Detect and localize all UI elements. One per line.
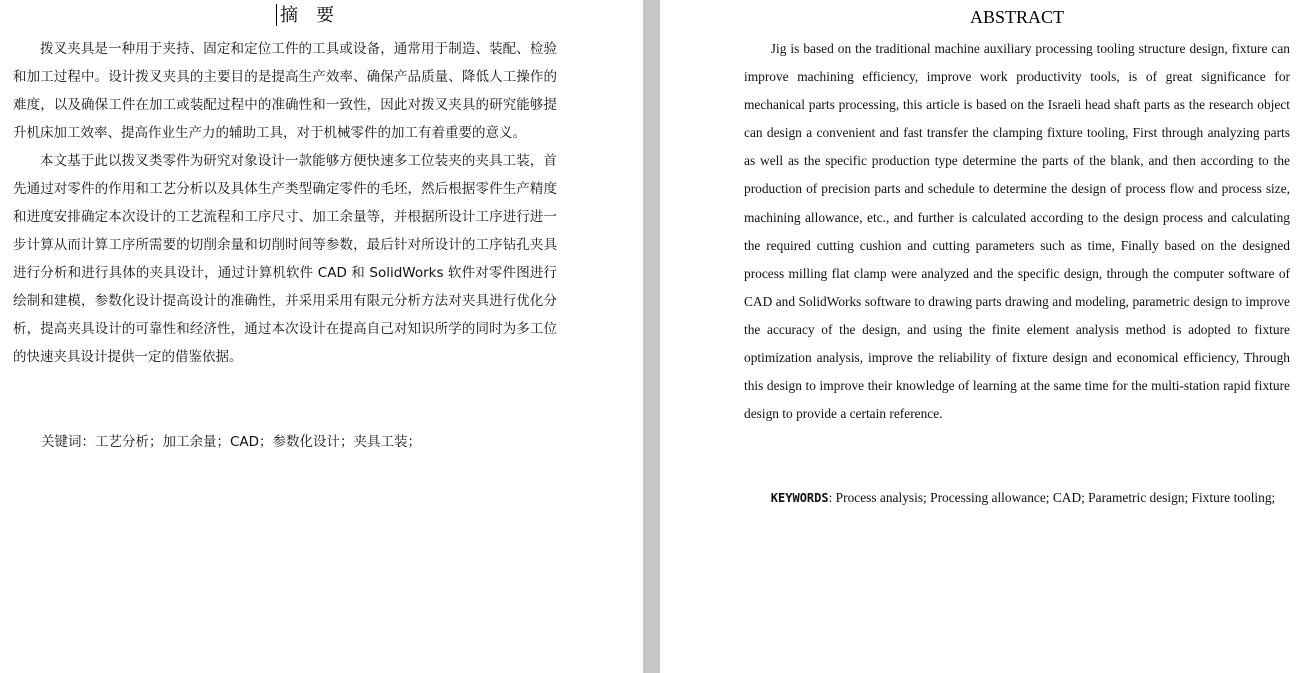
chinese-keywords-text: 工艺分析；加工余量；CAD；参数化设计；夹具工装； <box>95 434 422 450</box>
chinese-abstract-body <box>13 35 557 371</box>
text-cursor <box>276 4 277 26</box>
english-keywords <box>744 484 1290 512</box>
page-gutter <box>643 0 660 673</box>
english-keywords-text: : Process analysis; Processing allowance; CAD; Parametric design; Fixture tooling; <box>828 490 1276 505</box>
page-chinese-abstract <box>0 0 643 673</box>
english-abstract-title: ABSTRACT <box>969 7 1065 27</box>
chinese-abstract-paragraph-1: 拨叉夹具是一种用于夹持、固定和定位工件的工具或设备，通常用于制造、装配、检验和加工过程中。设计拨叉夹具的主要目的是提高生产效率、确保产品质量、降低人工操作的难度，以及确保工件在加工或装配过程中的准确性和一致性，因此对拨叉夹具的研究能够提升机床加工效率、提高作业生产力的辅助工具，对于机械零件的加工有着重要的意义。 <box>13 41 557 141</box>
english-keywords-label: KEYWORDS <box>770 491 829 505</box>
chinese-keywords <box>41 428 581 456</box>
chinese-abstract-paragraph-2: 本文基于此以拨叉类零件为研究对象设计一款能够方便快速多工位装夹的夹具工装，首先通过对零件的作用和工艺分析以及具体生产类型确定零件的毛坯，然后根据零件生产精度和进度安排确定本次设计的工艺流程和工序尺寸、加工余量等，并根据所设计工序进行进一步计算从而计算工序所需要的切削余量和切削时间等参数，最后针对所设计的工序钻孔夹具进行分析和进行具体的夹具设计，通过计算机软件 CAD 和 SolidWorks 软件对零件图进行绘制和建模，参数化设计提高设计的准确性，并采用采用有限元分析方法对夹具进行优化分析，提高夹具设计的可靠性和经济性，通过本次设计在提高自己对知识所学的同时为多工位的快速夹具设计提供一定的借鉴依据。 <box>13 153 557 365</box>
english-abstract-paragraph: Jig is based on the traditional machine auxiliary processing tooling structure design, fixture can improve machining efficiency, improve work productivity tools, is of great significance for mechanical parts processing, this article is based on the Israeli head shaft parts as the research object can design a convenient and fast transfer the clamping fixture tooling, First through analyzing parts as well as the specific production type determine the parts of the blank, and then according to the production of precision parts and schedule to determine the design of process flow and process size, machining allowance, etc., and further is calculated according to the design process and calculating the required cutting cushion and cutting parameters such as time, Finally based on the designed process milling flat clamp were analyzed and the specific design, through the computer software of CAD and SolidWorks software to drawing parts drawing and modeling, parametric design to improve the accuracy of the design, and using the finite element analysis method is adopted to fixture optimization analysis, improve the reliability of fixture design and economical efficiency, Through this design to improve their knowledge of learning at the same time for the multi-station rapid fixture design to provide a certain reference. <box>744 41 1290 422</box>
chinese-keywords-label: 关键词： <box>41 434 95 450</box>
chinese-abstract-title: 摘 要 <box>280 5 334 26</box>
english-keywords-line <box>744 484 1290 512</box>
english-abstract-body <box>744 35 1290 428</box>
page-english-abstract <box>660 0 1305 673</box>
